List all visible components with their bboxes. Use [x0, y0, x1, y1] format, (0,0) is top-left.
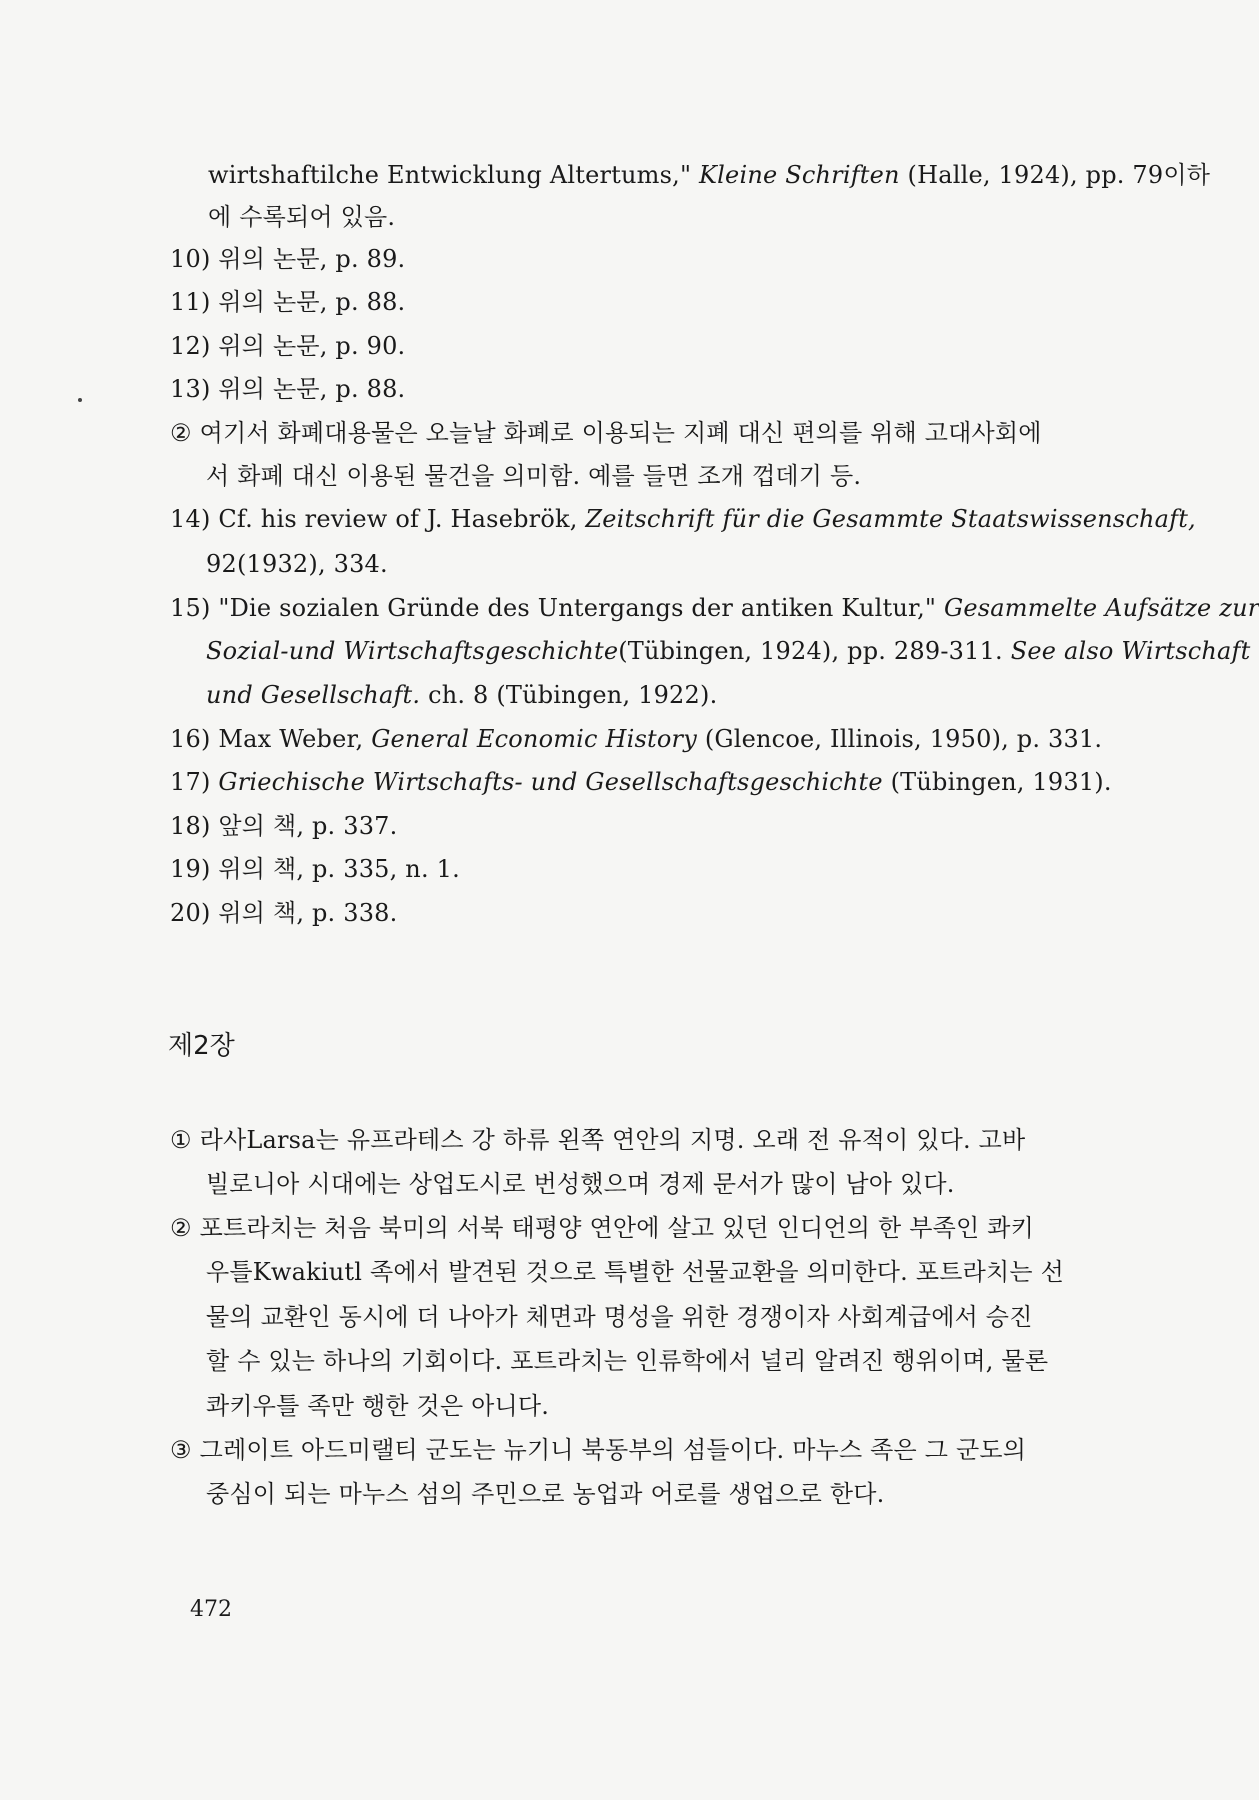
- footnote-number: 10): [170, 245, 211, 273]
- footnote-text: ch. 8 (Tübingen, 1922).: [420, 681, 718, 709]
- page-number: 472: [190, 1597, 232, 1622]
- footnote-number: 12): [170, 332, 211, 360]
- footnote-title: Gesammelte Aufsätze zur: [943, 594, 1259, 622]
- footnote-13: [170, 374, 405, 404]
- circled-note-2-line2: 서 화폐 대신 이용된 물건을 의미함. 예를 들면 조개 껍데기 등.: [206, 462, 862, 490]
- footnote-title: Griechische Wirtschafts- und Gesellschaftsgeschichte: [218, 768, 883, 796]
- chapter2-note-2-line4: 할 수 있는 하나의 기회이다. 포트라치는 인류학에서 널리 알려진 행위이며, 물론: [206, 1347, 1049, 1375]
- footnote-number: 19): [170, 855, 211, 883]
- chapter2-note-3-line2: 중심이 되는 마누스 섬의 주민으로 농업과 어로를 생업으로 한다.: [206, 1480, 885, 1508]
- footnote-title: Sozial-und Wirtschaftsgeschichte: [206, 637, 619, 665]
- chapter-heading: 제2장: [168, 1031, 235, 1061]
- footnote-text: (Halle, 1924), pp. 79이하: [899, 161, 1211, 189]
- footnote-14-line2: 92(1932), 334.: [206, 550, 388, 578]
- chapter2-note-3: [170, 1435, 1026, 1465]
- note-text: 여기서 화폐대용물은 오늘날 화폐로 이용되는 지폐 대신 편의를 위해 고대사회에: [199, 419, 1042, 447]
- chapter2-note-1-line2: 빌로니아 시대에는 상업도시로 번성했으며 경제 문서가 많이 남아 있다.: [206, 1170, 955, 1198]
- footnote-12: [170, 331, 405, 361]
- chapter2-note-2: [170, 1213, 1034, 1243]
- footnote-number: 16): [170, 725, 211, 753]
- footnote-text: "Die sozialen Gründe des Untergangs der antiken Kultur,": [218, 594, 944, 622]
- footnote-title: Kleine Schriften: [699, 161, 900, 189]
- footnote-number: 14): [170, 505, 211, 533]
- footnote-continuation-line: 에 수록되어 있음.: [208, 203, 396, 231]
- footnote-text: (Glencoe, Illinois, 1950), p. 331.: [696, 725, 1103, 753]
- circled-marker: ③: [170, 1436, 192, 1464]
- chapter2-note-1: [170, 1125, 1025, 1155]
- footnote-number: 11): [170, 288, 211, 316]
- footnote-text: 앞의 책, p. 337.: [218, 812, 398, 840]
- circled-note-2: [170, 418, 1042, 448]
- footnote-text: 위의 논문, p. 90.: [218, 332, 406, 360]
- circled-marker: ①: [170, 1126, 192, 1154]
- circled-marker: ②: [170, 419, 192, 447]
- footnote-number: 18): [170, 812, 211, 840]
- footnote-text: 위의 책, p. 338.: [218, 899, 398, 927]
- footnote-number: 20): [170, 899, 211, 927]
- circled-marker: ②: [170, 1214, 192, 1242]
- footnote-15: [170, 593, 1259, 623]
- chapter2-note-2-line5: 콰키우틀 족만 행한 것은 아니다.: [206, 1392, 550, 1420]
- footnote-number: 13): [170, 375, 211, 403]
- scan-speck: [78, 398, 82, 402]
- footnote-text: 위의 책, p. 335, n. 1.: [218, 855, 460, 883]
- note-text: 라사Larsa는 유프라테스 강 하류 왼쪽 연안의 지명. 오래 전 유적이 있다. 고바: [199, 1126, 1026, 1154]
- footnote-14: [170, 504, 1196, 534]
- footnote-title: Zeitschrift für die Gesammte Staatswissenschaft,: [585, 505, 1196, 533]
- footnote-title: General Economic History: [371, 725, 697, 753]
- note-text: 그레이트 아드미랠티 군도는 뉴기니 북동부의 섬들이다. 마누스 족은 그 군도의: [199, 1436, 1027, 1464]
- footnote-text: wirtshaftilche Entwicklung Altertums,": [208, 161, 700, 189]
- footnote-18: [170, 811, 397, 841]
- footnote-15-line2: [206, 636, 1250, 666]
- chapter2-note-2-line2: 우틀Kwakiutl 족에서 발견된 것으로 특별한 선물교환을 의미한다. 포트라치는 선: [206, 1258, 1064, 1286]
- footnote-title: See also Wirtschaft: [1010, 637, 1251, 665]
- footnote-number: 17): [170, 768, 211, 796]
- footnote-19: [170, 854, 460, 884]
- footnote-text: Cf. his review of J. Hasebrök,: [218, 505, 586, 533]
- note-text: 포트라치는 처음 북미의 서북 태평양 연안에 살고 있던 인디언의 한 부족인 콰키: [199, 1214, 1034, 1242]
- chapter2-note-2-line3: 물의 교환인 동시에 더 나아가 체면과 명성을 위한 경쟁이자 사회계급에서 승진: [206, 1303, 1033, 1331]
- footnote-text: 위의 논문, p. 89.: [218, 245, 406, 273]
- footnote-continuation-line: [208, 160, 1210, 190]
- footnote-number: 15): [170, 594, 211, 622]
- footnote-11: [170, 287, 405, 317]
- footnote-text: 위의 논문, p. 88.: [218, 288, 406, 316]
- footnote-20: [170, 898, 397, 928]
- footnote-text: Max Weber,: [218, 725, 372, 753]
- footnote-title: und Gesellschaft.: [206, 681, 421, 709]
- footnote-text: (Tübingen, 1931).: [882, 768, 1112, 796]
- footnote-16: [170, 724, 1102, 754]
- footnote-17: [170, 767, 1112, 797]
- footnote-text: (Tübingen, 1924), pp. 289-311.: [618, 637, 1011, 665]
- footnote-10: [170, 244, 405, 274]
- footnote-15-line3: [206, 680, 717, 710]
- footnote-text: 위의 논문, p. 88.: [218, 375, 406, 403]
